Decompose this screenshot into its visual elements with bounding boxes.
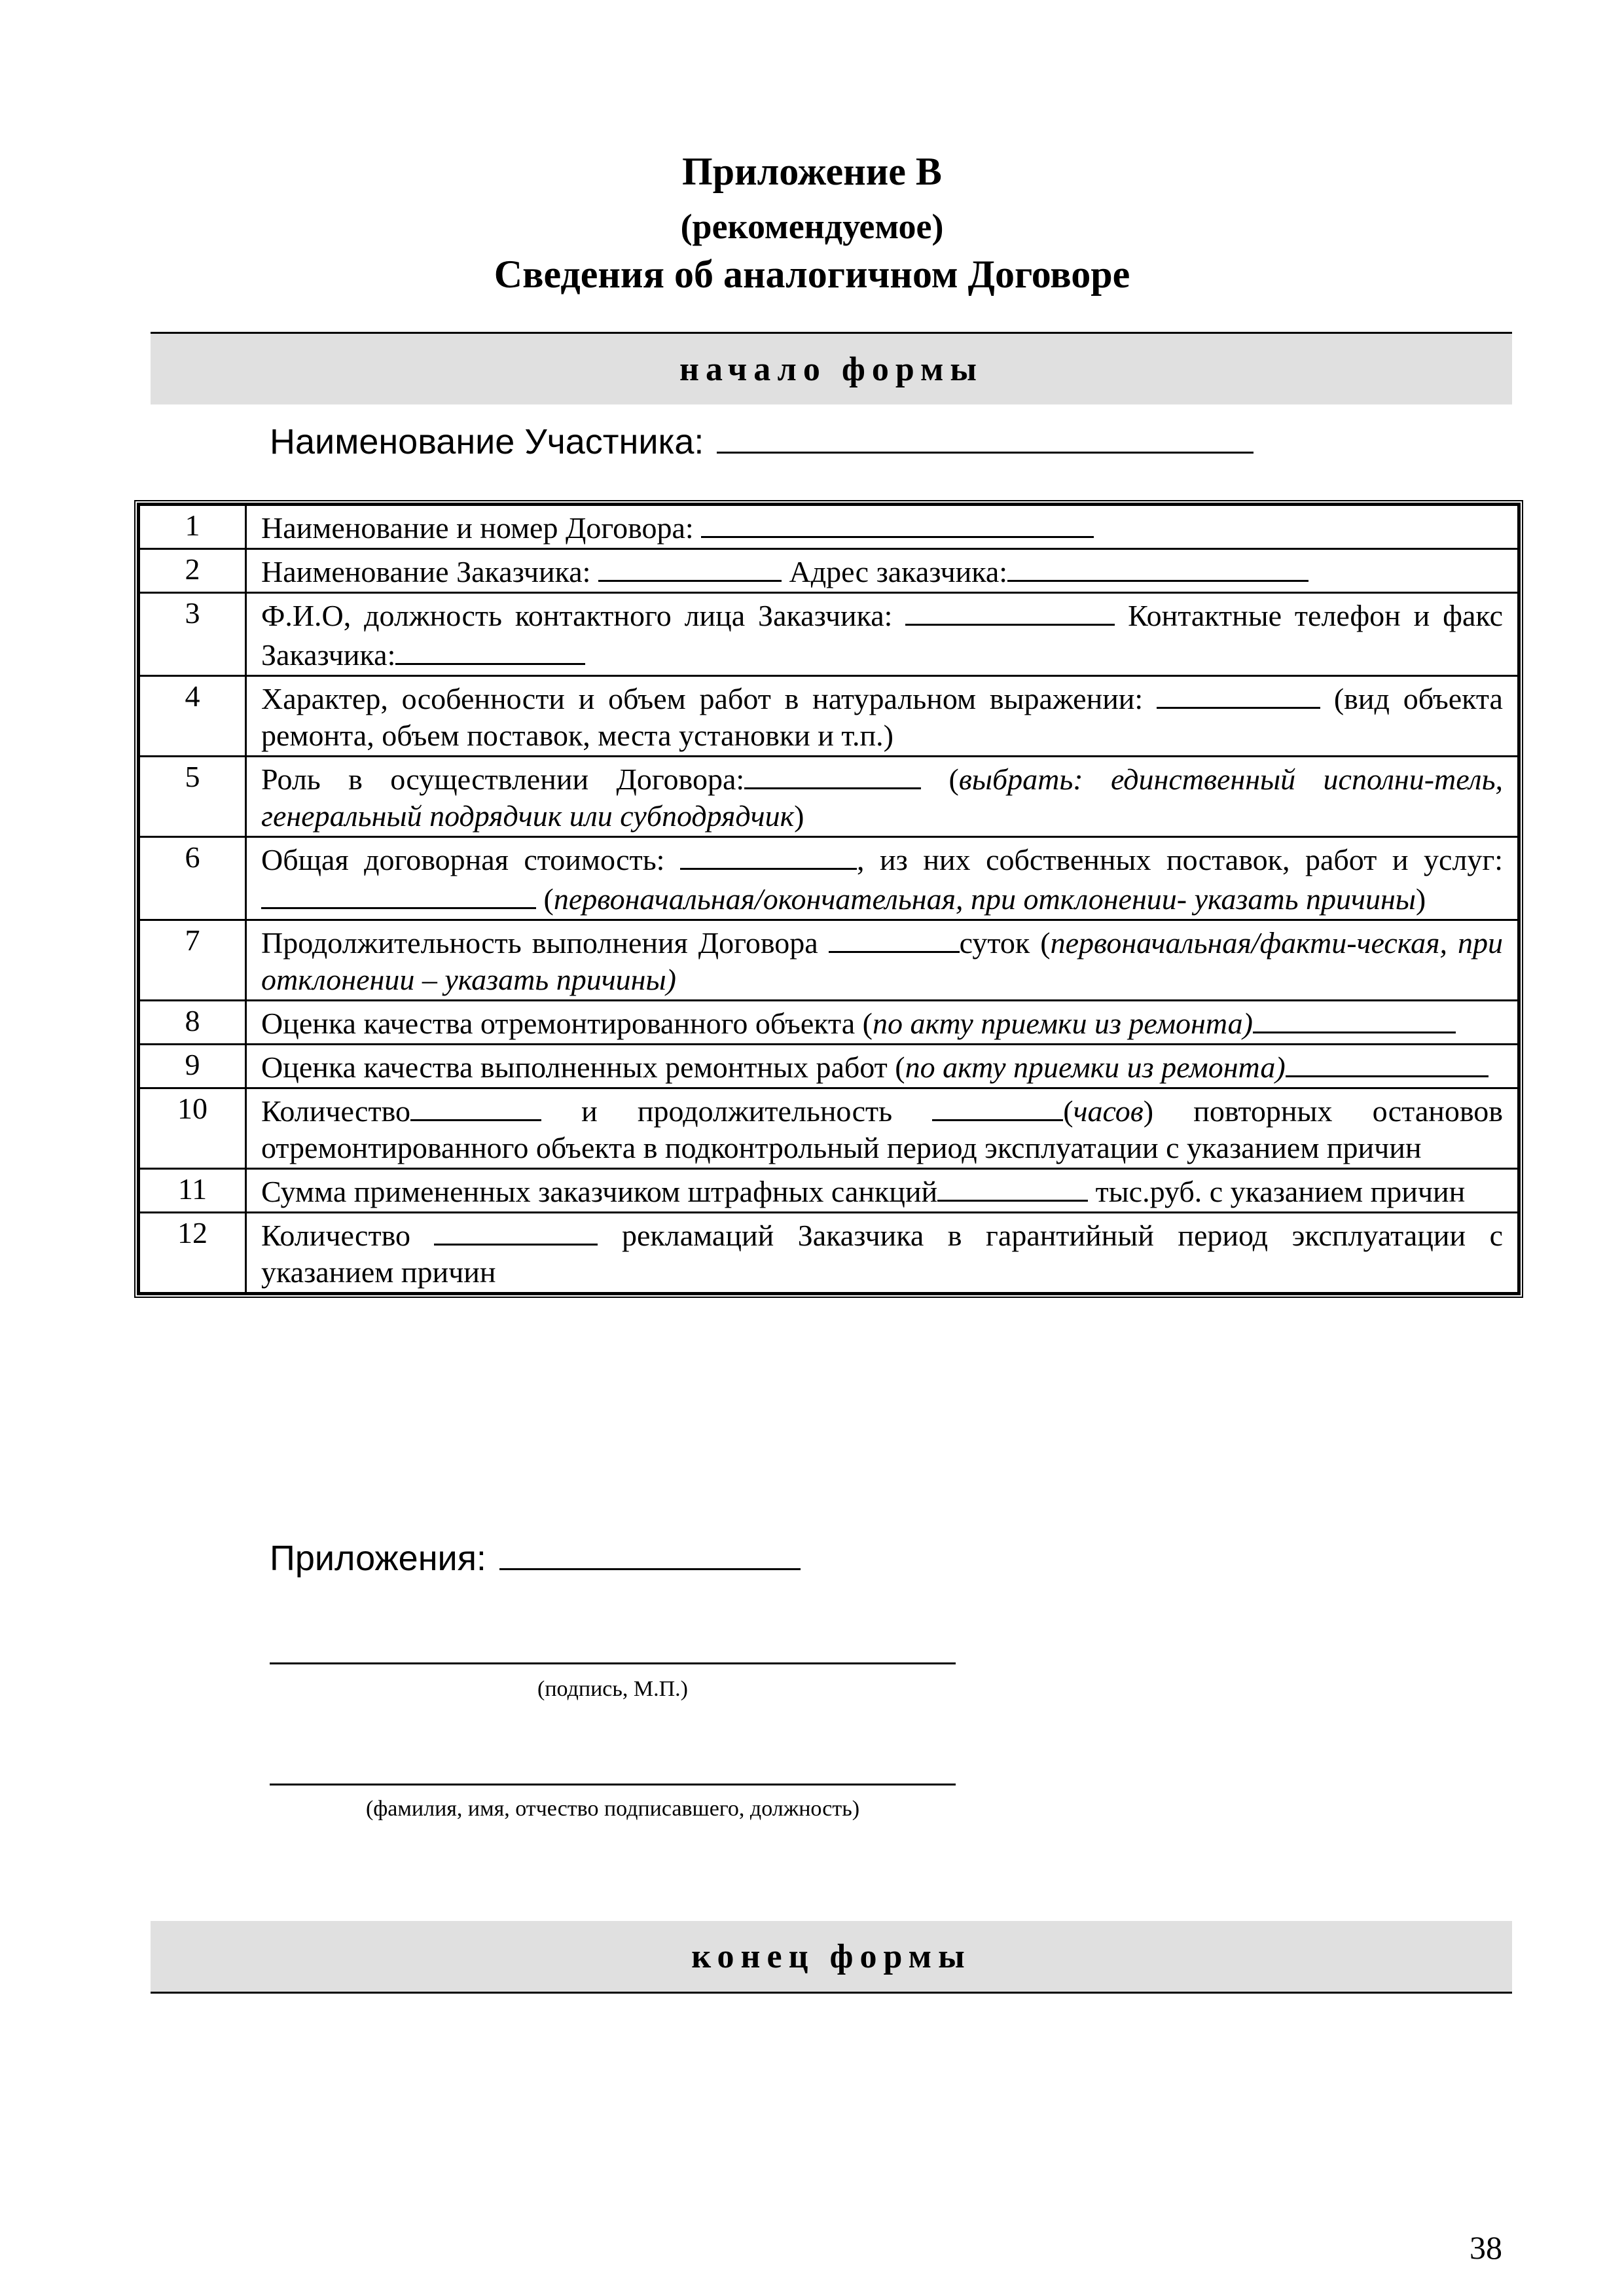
document-subtitle: (рекомендуемое)	[680, 207, 944, 246]
fill-in-blank[interactable]	[932, 1090, 1063, 1121]
row-number: 6	[139, 837, 246, 920]
row-text-segment: Наименование Заказчика:	[261, 555, 598, 588]
document-heading: Сведения об аналогичном Договоре	[494, 253, 1130, 296]
row-text-segment: Количество	[261, 1219, 435, 1252]
table-row	[139, 920, 1519, 1001]
row-text-segment: Продолжительность выполнения Договора	[261, 926, 829, 960]
form-start-label: начало формы	[679, 350, 983, 388]
row-text-segment: (	[921, 762, 959, 796]
row-italic-note: часов	[1073, 1094, 1144, 1128]
row-text-segment: Ф.И.О, должность контактного лица Заказчика:	[261, 599, 906, 632]
row-italic-note: по акту приемки из ремонта)	[905, 1050, 1286, 1084]
row-text	[246, 1045, 1519, 1088]
fill-in-blank[interactable]	[1157, 678, 1320, 709]
row-text	[246, 676, 1519, 757]
row-number: 3	[139, 593, 246, 676]
table-row	[139, 1088, 1519, 1169]
row-number: 5	[139, 757, 246, 837]
name-line[interactable]	[270, 1784, 956, 1785]
table-row	[139, 1045, 1519, 1088]
row-text-segment: )	[1415, 882, 1426, 916]
row-text-segment: Общая договорная стоимость:	[261, 843, 680, 876]
row-italic-note: первоначальная/окончательная, при отклонении- указать причины	[553, 882, 1416, 916]
row-text-segment: и продолжительность	[541, 1094, 933, 1128]
row-text-segment: рекламаций Заказчика в гарантийный период эксплуатации с указанием причин	[261, 1219, 1503, 1289]
row-text-segment: Контактные телефон и факс Заказчика:	[261, 599, 1503, 672]
table-row	[139, 593, 1519, 676]
row-number: 8	[139, 1001, 246, 1045]
row-text-segment: (вид объекта ремонта, объем поставок, места установки и т.п.)	[261, 682, 1503, 752]
table-row	[139, 1001, 1519, 1045]
fill-in-blank[interactable]	[680, 839, 857, 870]
row-text-segment: Оценка качества выполненных ремонтных работ (	[261, 1050, 905, 1084]
row-text	[246, 1169, 1519, 1213]
row-text-segment: ) повторных остановов отремонтированного объекта в подконтрольный период эксплуатации с указанием причин	[261, 1094, 1503, 1164]
attachments-field	[270, 1535, 801, 1579]
row-text-segment: )	[794, 799, 804, 833]
row-text-segment: Роль в осуществлении Договора:	[261, 762, 745, 796]
row-number: 12	[139, 1213, 246, 1293]
row-text-segment: , из них собственных поставок, работ и услуг:	[856, 843, 1503, 876]
fill-in-blank[interactable]	[905, 595, 1115, 626]
row-number: 4	[139, 676, 246, 757]
table-row	[139, 549, 1519, 593]
row-text-segment: тыс.руб. с указанием причин	[1088, 1175, 1466, 1208]
form-start-band	[151, 332, 1512, 404]
row-text	[246, 837, 1519, 920]
fill-in-blank[interactable]	[1007, 551, 1308, 582]
row-italic-note: выбрать: единственный исполни-тель, генеральный подрядчик или субподрядчик	[261, 762, 1504, 833]
fill-in-blank[interactable]	[598, 551, 782, 582]
fill-in-blank[interactable]	[395, 634, 585, 665]
fill-in-blank[interactable]	[937, 1171, 1088, 1202]
row-italic-note: первоначальная/факти-ческая, при отклонении – указать причины)	[261, 926, 1503, 996]
fill-in-blank[interactable]	[410, 1090, 541, 1121]
row-number: 11	[139, 1169, 246, 1213]
row-text-segment: суток (	[959, 926, 1051, 960]
table-row	[139, 676, 1519, 757]
signature-caption: (подпись, М.П.)	[537, 1677, 688, 1701]
row-number: 10	[139, 1088, 246, 1169]
row-number: 9	[139, 1045, 246, 1088]
fill-in-blank[interactable]	[1286, 1047, 1489, 1077]
contract-info-table	[134, 500, 1523, 1298]
row-text	[246, 757, 1519, 837]
row-text-segment: (	[1063, 1094, 1074, 1128]
table-row	[139, 757, 1519, 837]
row-number: 1	[139, 505, 246, 549]
row-text-segment: (	[536, 882, 554, 916]
row-text-segment: Количество	[261, 1094, 410, 1128]
row-text	[246, 1213, 1519, 1293]
attachments-label: Приложения:	[270, 1539, 486, 1578]
row-text	[246, 920, 1519, 1001]
row-text	[246, 1088, 1519, 1169]
table-row	[139, 505, 1519, 549]
form-end-label: конец формы	[691, 1937, 971, 1975]
participant-label: Наименование Участника:	[270, 422, 704, 461]
page-number: 38	[1470, 2229, 1502, 2266]
fill-in-blank[interactable]	[434, 1215, 598, 1246]
table-body	[139, 505, 1519, 1293]
fill-in-blank[interactable]	[261, 878, 536, 909]
participant-field	[270, 419, 1254, 462]
row-text	[246, 549, 1519, 593]
form-end-band	[151, 1921, 1512, 1994]
row-text-segment: Адрес заказчика:	[781, 555, 1008, 588]
signature-line[interactable]	[270, 1662, 956, 1664]
fill-in-blank[interactable]	[1253, 1003, 1456, 1033]
document-title: Приложение В	[682, 150, 942, 193]
name-caption: (фамилия, имя, отчество подписавшего, должность)	[365, 1797, 860, 1821]
participant-input-line[interactable]	[717, 419, 1254, 454]
table-row	[139, 1213, 1519, 1293]
table-row	[139, 1169, 1519, 1213]
row-text-segment: Сумма примененных заказчиком штрафных санкций	[261, 1175, 938, 1208]
fill-in-blank[interactable]	[829, 922, 960, 953]
row-text-segment: Оценка качества отремонтированного объекта (	[261, 1007, 873, 1040]
fill-in-blank[interactable]	[744, 759, 921, 789]
fill-in-blank[interactable]	[701, 507, 1094, 538]
row-text	[246, 593, 1519, 676]
row-text-segment: Наименование и номер Договора:	[261, 511, 702, 545]
row-number: 7	[139, 920, 246, 1001]
row-text	[246, 505, 1519, 549]
row-italic-note: по акту приемки из ремонта)	[872, 1007, 1253, 1040]
row-number: 2	[139, 549, 246, 593]
attachments-input-line[interactable]	[499, 1535, 801, 1570]
row-text	[246, 1001, 1519, 1045]
table-row	[139, 837, 1519, 920]
row-text-segment: Характер, особенности и объем работ в натуральном выражении:	[261, 682, 1157, 715]
